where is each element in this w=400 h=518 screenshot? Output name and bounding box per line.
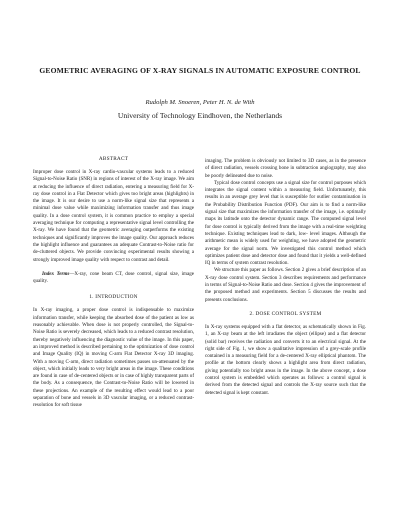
dose-control-text: In X-ray systems equipped with a flat detector, as schematically shown in Fig. 1, an X-ray beam at the left irradiates the object (ellipse) and a flat detector (solid bar) receives the radiation and converts it to an electrical signal. At the right side of Fig. 1, we show a qualitative impression of a grey-scale profile contained in a measuring field for a de-centered X-ray elliptical phantom. The profile at the bottom clearly shows a highlight area from direct radiation, giving potentially too bright areas in the image. In the above concept, a dose control system is embedded which operates as follows: a control signal is derived from the detected signal and controls the X-ray source such that the detected signal is kept constant. xyxy=(205,323,366,396)
index-terms-label: Index Terms xyxy=(42,270,70,277)
paper-affiliation: University of Technology Eindhoven, the Netherlands xyxy=(117,111,283,120)
index-terms xyxy=(33,271,194,286)
dose-control-heading: 2. DOSE CONTROL SYSTEM xyxy=(249,310,322,317)
intro-continuation: imaging. The problem is obviously not limited to 3D cases, as in the presence of direct radiation, vessels crossing bone in subtraction angiography, may also be poorly delineated due to noise. xyxy=(205,158,366,179)
paper-structure-paragraph: We structure this paper as follows. Section 2 gives a brief description of an X-ray dose control system. Section 3 describes requirements and performance in terms of Signal-to-Noise Ratio and dose. Section 4 gives the improvement of the proposed method and experiments. Section 5 discusses the results and presents conclusions. xyxy=(205,267,366,303)
dose-concepts-paragraph: Typical dose control concepts use a signal size for control purposes which integrates the signal content within a measuring field. Unfortunately, this results in an average grey level that is susceptible for outlier contamination in the Probability Distribution Function (PDF). Our aim is to find a norm-like signal size that maximizes the information transfer of the image, i.e. optimally maps its latitude onto the detector dynamic range. The computed signal level for dose control is typically derived from the image with a real-time weighting technique. Existing techniques lead to dark, low- level images. Although the arithmetic mean is widely used for weighting, we have adopted the geometric average for the signal norm. We investigated this control method which optimizes patient dose and detector dose and found that it yields a well-defined IQ in terms of system contrast resolution. xyxy=(205,179,366,267)
right-column xyxy=(205,158,366,397)
introduction-heading: 1. INTRODUCTION xyxy=(89,294,138,301)
abstract-text: Improper dose control in X-ray cardio-vascular systems leads to a reduced Signal-to-Noise Ratio (SNR) in regions of interest of the X-ray image. We aim at reducing the influence of direct radiation, entering a measuring field for X-ray dose control in a Flat Detector which gives too bright areas (highlights) in the image. It is our desire to use a norm-like signal size that represents a minimal dose value while maximizing information transfer and thus image quality. In a dose control system, it is common practice to employ a special averaging technique for computing a representative signal level controlling the X-ray. We have found that the geometric averaging outperforms the existing techniques and significantly improves the image quality. Our approach reduces the highlight influence and guarantees an adequate Contrast-to-Noise ratio for de-cluttered objects. We provide convincing experimental results showing a strongly improved image quality with respect to contrast and detail. xyxy=(33,169,194,263)
paper-authors: Rudolph M. Snoeren, Peter H. N. de With xyxy=(145,99,255,106)
abstract-heading: ABSTRACT xyxy=(98,156,129,162)
introduction-text: In X-ray imaging, a proper dose control is indispensable to maximize information transfer, while keeping the absorbed dose of the patient as low as reasonably achievable. When dose is not properly controlled, the Signal-to-Noise Ratio is severely decreased, which leads to a reduced contrast resolution, thereby negatively influencing the diagnostic value of the image. In this paper, an improved method is described pertaining to the optimization of dose control and Image Quality (IQ) in moving C-arm Flat Detector X-ray 3D imaging. With a moving C-arm, direct radiation sometimes passes un-attenuated by the object, which initially leads to very bright areas in the image. These conditions are found in case of de-centered objects or in case of highly transparent parts of the body. As a consequence, the Contrast-to-Noise Ratio will be lowered in these projections. An example of the resulting effect would lead to a poor separation of bone and vessels in 3D vascular imaging, or a reduced contrast-resolution for soft tissue xyxy=(33,307,194,409)
index-terms-text: —X-ray, cone beam CT, dose control, signal size, image quality. xyxy=(33,270,194,285)
paper-title: GEOMETRIC AVERAGING OF X-RAY SIGNALS IN AUTOMATIC EXPOSURE CONTROL xyxy=(39,66,361,75)
left-column xyxy=(33,156,194,410)
